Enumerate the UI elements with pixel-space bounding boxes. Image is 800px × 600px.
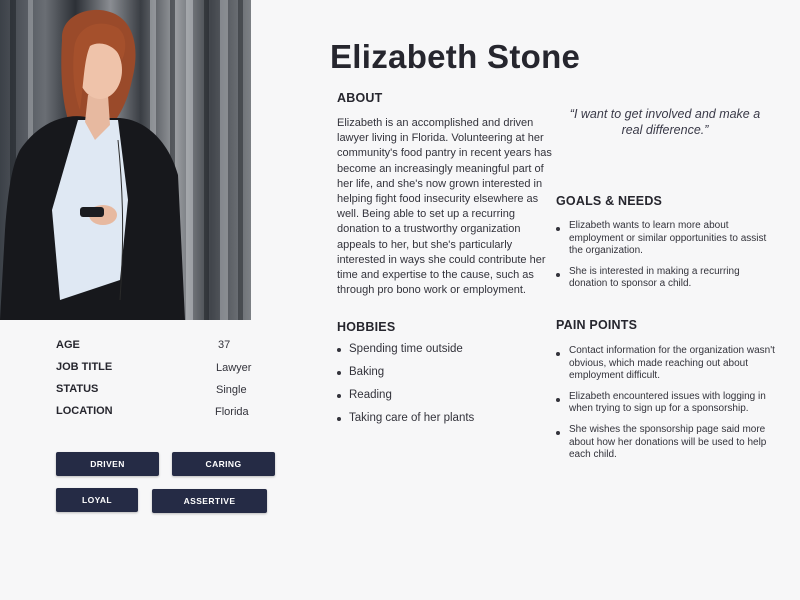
persona-name: Elizabeth Stone (330, 38, 581, 75)
about-text: Elizabeth is an accomplished and driven lawyer living in Florida. Volunteering at her community's food pantry in recent years has become an increasingly meaningful part of her life, and she's now grown interested in helping fight food insecurity elsewhere as well. Being able to set up a recurring donation to a trustworthy organization appeals to her, but she's particularly interested in ways she could contribute her time and expertise to the cause, such as through pro bono work or employment. (337, 117, 552, 297)
list-item: Taking care of her plants (337, 412, 474, 435)
location-value: Florida (215, 406, 249, 418)
persona-photo (0, 0, 251, 320)
goals-heading: GOALS & NEEDS (556, 194, 663, 208)
list-item: She wishes the sponsorship page said more about how her donations will be used to help each child. (556, 424, 776, 462)
age-value: 37 (218, 339, 231, 351)
list-item: Elizabeth encountered issues with logging in when trying to sign up for a sponsorship. (556, 391, 776, 416)
trait-driven[interactable]: DRIVEN (56, 452, 159, 476)
portrait-photo (0, 0, 251, 320)
pain-points-heading: PAIN POINTS (556, 318, 638, 332)
hobbies-heading: HOBBIES (337, 320, 396, 334)
trait-loyal[interactable]: LOYAL (56, 488, 138, 512)
goals-list (556, 220, 776, 299)
status-label: STATUS (56, 383, 99, 395)
list-item: She is interested in making a recurring donation to sponsor a child. (556, 266, 776, 291)
list-item: Spending time outside (337, 343, 474, 366)
age-label: AGE (56, 339, 80, 351)
status-value: Single (216, 384, 247, 396)
trait-assertive[interactable]: ASSERTIVE (152, 489, 267, 513)
about-heading: ABOUT (337, 91, 383, 105)
hobbies-list (337, 343, 474, 435)
persona-quote: “I want to get involved and make a real difference.” (569, 107, 761, 137)
location-label: LOCATION (56, 405, 113, 417)
pain-points-list (556, 345, 776, 470)
list-item: Baking (337, 366, 474, 389)
list-item: Contact information for the organization wasn't obvious, which made reaching out about employment difficult. (556, 345, 776, 383)
list-item: Elizabeth wants to learn more about employment or similar opportunities to assist the organization. (556, 220, 776, 258)
trait-caring[interactable]: CARING (172, 452, 275, 476)
list-item: Reading (337, 389, 474, 412)
job-title-label: JOB TITLE (56, 361, 113, 373)
job-title-value: Lawyer (216, 362, 252, 374)
